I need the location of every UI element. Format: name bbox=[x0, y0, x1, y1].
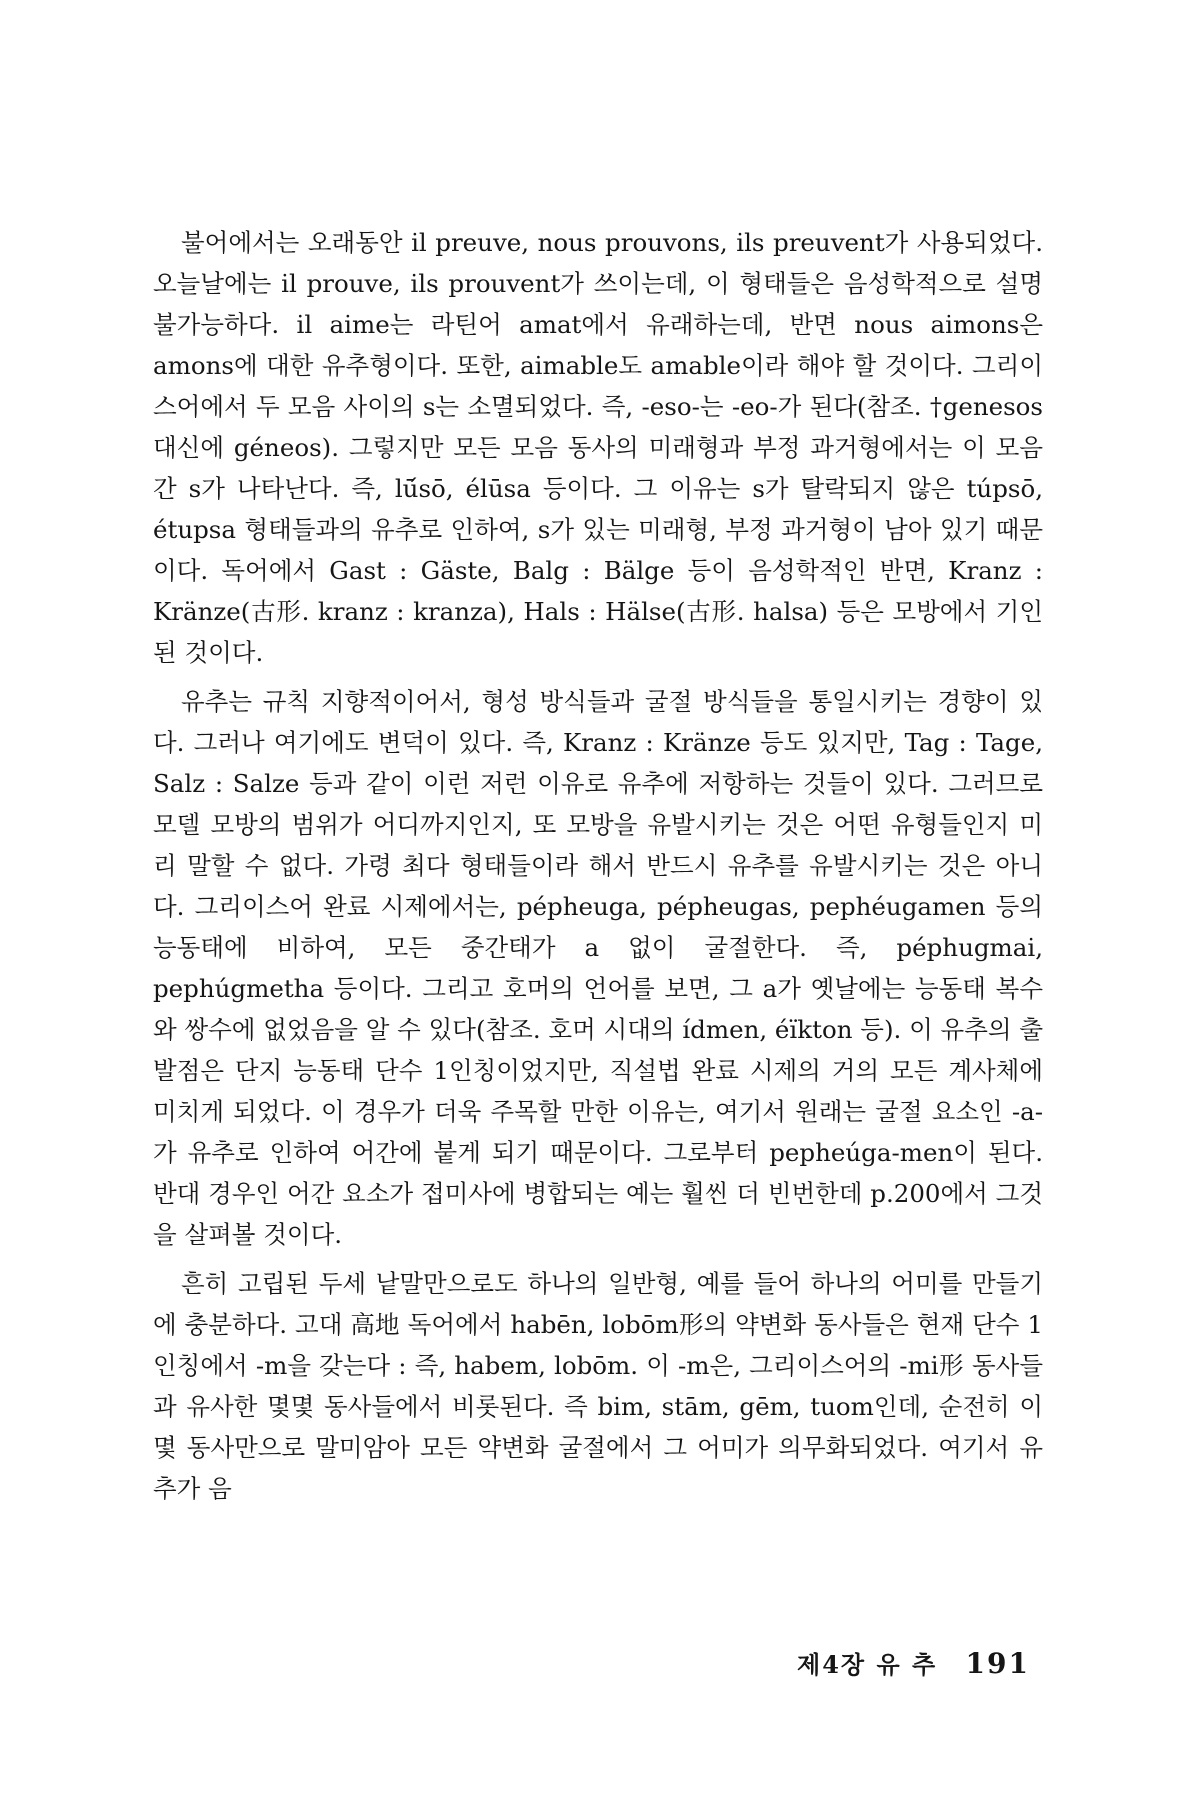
paragraph-3: 흔히 고립된 두세 낱말만으로도 하나의 일반형, 예를 들어 하나의 어미를 만들기에 충분하다. 고대 高地 독어에서 habēn, lobōm形의 약변화 동사들은 현재 단수 1인칭에서 -m을 갖는다 : 즉, habem, lobōm. 이 -m은, 그리이스어의 -mi形 동사들과 유사한 몇몇 동사들에서 비롯된다. 즉 bim, stām, gēm, tuom인데, 순전히 이 몇 동사만으로 말미암아 모든 약변화 굴절에서 그 어미가 의무화되었다. 여기서 유추가 음 bbox=[153, 1269, 1043, 1503]
paragraph-1: 불어에서는 오래동안 il preuve, nous prouvons, ils preuvent가 사용되었다. 오늘날에는 il prouve, ils prouvent가 쓰이는데, 이 형태들은 음성학적으로 설명 불가능하다. il aime는 라틴어 amat에서 유래하는데, 반면 nous aimons은 amons에 대한 유추형이다. 또한, aimable도 amable이라 해야 할 것이다. 그리이스어에서 두 모음 사이의 s는 소멸되었다. 즉, -eso-는 -eo-가 된다(참조. †genesos 대신에 géneos). 그렇지만 모든 모음 동사의 미래형과 부정 과거형에서는 이 모음간 s가 나타난다. 즉, lū́sō, élūsa 등이다. 그 이유는 s가 탈락되지 않은 túpsō, étupsa 형태들과의 유추로 인하여, s가 있는 미래형, 부정 과거형이 남아 있기 때문이다. 독어에서 Gast : Gäste, Balg : Bälge 등이 음성학적인 반면, Kranz : Kränze(古形. kranz : kranza), Hals : Hälse(古形. halsa) 등은 모방에서 기인된 것이다. bbox=[153, 228, 1043, 667]
body-text bbox=[153, 222, 1043, 1509]
paragraph-2: 유추는 규칙 지향적이어서, 형성 방식들과 굴절 방식들을 통일시키는 경향이 있다. 그러나 여기에도 변덕이 있다. 즉, Kranz : Kränze 등도 있지만, Tag : Tage, Salz : Salze 등과 같이 이런 저런 이유로 유추에 저항하는 것들이 있다. 그러므로 모델 모방의 범위가 어디까지인지, 또 모방을 유발시키는 것은 어떤 유형들인지 미리 말할 수 없다. 가령 최다 형태들이라 해서 반드시 유추를 유발시키는 것은 아니다. 그리이스어 완료 시제에서는, pépheuga, pépheugas, pephéugamen 등의 능동태에 비하여, 모든 중간태가 a 없이 굴절한다. 즉, péphugmai, pephúgmetha 등이다. 그리고 호머의 언어를 보면, 그 a가 옛날에는 능동태 복수와 쌍수에 없었음을 알 수 있다(참조. 호머 시대의 ídmen, éïkton 등). 이 유추의 출발점은 단지 능동태 단수 1인칭이었지만, 직설법 완료 시제의 거의 모든 계사체에 미치게 되었다. 이 경우가 더욱 주목할 만한 이유는, 여기서 원래는 굴절 요소인 -a-가 유추로 인하여 어간에 붙게 되기 때문이다. 그로부터 pepheúga-men이 된다. 반대 경우인 어간 요소가 접미사에 병합되는 예는 훨씬 더 빈번한데 p.200에서 그것을 살펴볼 것이다. bbox=[153, 687, 1043, 1249]
chapter-label: 제4장 유 추 bbox=[797, 1650, 938, 1679]
page-footer bbox=[797, 1645, 1030, 1680]
page-number: 191 bbox=[965, 1647, 1030, 1680]
